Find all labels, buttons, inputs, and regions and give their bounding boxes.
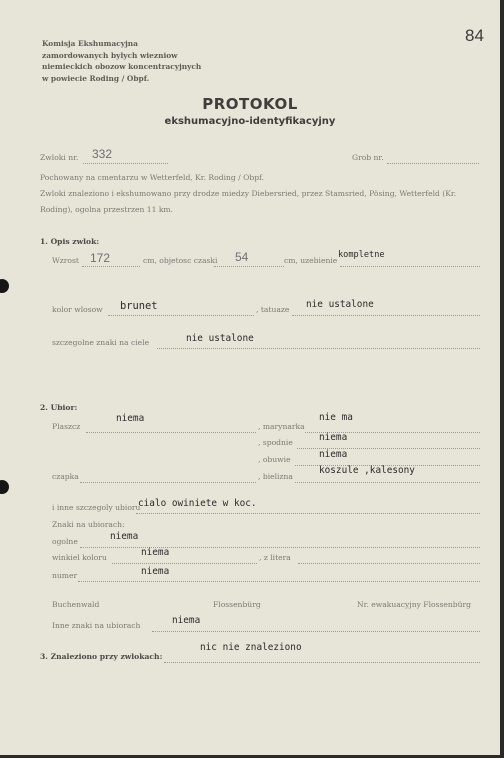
punch-hole-bottom (0, 480, 9, 494)
czaszka-line (214, 266, 284, 267)
header-line-4: w powiecie Roding / Obpf. (42, 73, 150, 83)
section3-line (164, 662, 480, 663)
spodnie-value: niema (319, 432, 348, 443)
zwloki-line (83, 163, 168, 164)
tatuaze-value: nie ustalone (306, 299, 374, 310)
winkiel-label: winkiel koloru (52, 553, 107, 562)
ogolne-line (80, 547, 480, 548)
zwloki-label: Zwloki nr. (40, 153, 79, 162)
intro-line-2: Zwloki znaleziono i ekshumowano przy drodze miedzy Diebersried, przez Stamsried, Pösing, Wetterfeld (Kr. (40, 189, 457, 198)
zwloki-value: 332 (92, 147, 113, 161)
ogolne-value: niema (110, 531, 139, 542)
obuwie-label: , obuwie (258, 455, 291, 464)
wlosy-line (108, 315, 254, 316)
plaszcz-line (86, 432, 256, 433)
header-line-1: Komisja Ekshumacyjna (42, 39, 138, 48)
section3-value: nic nie znaleziono (200, 642, 302, 653)
tatuaze-label: , tatuaze (256, 305, 290, 314)
wlosy-value: brunet (120, 300, 158, 312)
znaki-cialo-label: szczegolne znaki na ciele (52, 338, 150, 347)
obuwie-value: niema (319, 449, 348, 460)
section2-title: 2. Ubior: (40, 403, 78, 412)
grob-label: Grob nr. (352, 153, 384, 162)
intro-line-3: Roding), ogolna przestrzen 11 km. (40, 205, 174, 214)
czapka-label: czapka (52, 472, 79, 481)
plaszcz-value: niema (116, 413, 145, 424)
buchenwald-label: Buchenwald (52, 600, 100, 609)
numer-value: niema (141, 566, 170, 577)
bielizna-line (295, 482, 480, 483)
czaszka-value: 54 (235, 250, 249, 264)
header-line-2: zamordowanych bylych wiezniow (42, 50, 178, 60)
bielizna-label: , bielizna (258, 472, 293, 481)
inne-znaki-label: Inne znaki na ubiorach (52, 621, 141, 630)
grob-line (387, 163, 479, 164)
tatuaze-line (292, 315, 480, 316)
numer-label: numer (52, 571, 78, 580)
winkiel-line (112, 563, 257, 564)
punch-hole-top (0, 279, 9, 293)
winkiel-value: niema (141, 547, 170, 558)
header-line-3: niemieckich obozow koncentracyjnych (42, 62, 202, 72)
znaki-ubiorach-label: Znaki na ubiorach: (52, 520, 125, 529)
section3-title: 3. Znaleziono przy zwlokach: (40, 652, 163, 661)
plaszcz-label: Plaszcz (52, 422, 81, 431)
bielizna-value: koszule ,kalesony (319, 465, 415, 476)
document-title: PROTOKOL (202, 95, 298, 113)
section1-title: 1. Opis zwlok: (40, 237, 100, 246)
flossenburg-label: Flossenbürg (213, 600, 261, 609)
litera-line (298, 563, 480, 564)
wzrost-label: Wzrost (52, 256, 79, 265)
uzebienie-label: cm, uzebienie (284, 256, 338, 265)
ewakuacyjny-label: Nr. ewakuacyjny Flossenbürg (357, 600, 471, 609)
inne-szczegoly-line (136, 513, 480, 514)
spodnie-label: , spodnie (258, 438, 293, 447)
marynarka-label: , marynarka (258, 422, 305, 431)
wlosy-label: kolor wlosow (52, 305, 103, 314)
wzrost-value: 172 (90, 251, 111, 265)
znaki-cialo-value: nie ustalone (186, 333, 254, 344)
marynarka-value: nie ma (319, 412, 353, 423)
uzebienie-value: kompletne (338, 250, 385, 260)
wzrost-line (82, 266, 140, 267)
czapka-line (80, 482, 256, 483)
litera-label: , z litera (259, 553, 291, 562)
numer-line (78, 581, 480, 582)
uzebienie-line (340, 266, 480, 267)
czaszka-label: cm, objetosc czaski (143, 256, 218, 265)
inne-szczegoly-label: i inne szczegoly ubioru (52, 503, 141, 512)
inne-znaki-line (152, 631, 480, 632)
znaki-cialo-line (157, 348, 480, 349)
inne-znaki-value: niema (172, 615, 201, 626)
intro-line-1: Pochowany na cmentarzu w Wetterfeld, Kr. Roding / Obpf. (40, 173, 265, 182)
inne-szczegoly-value: cialo owiniete w koc. (138, 498, 257, 509)
page-number: 84 (465, 26, 484, 45)
ogolne-label: ogolne (52, 537, 78, 546)
document-subtitle: ekshumacyjno-identyfikacyjny (164, 116, 336, 127)
